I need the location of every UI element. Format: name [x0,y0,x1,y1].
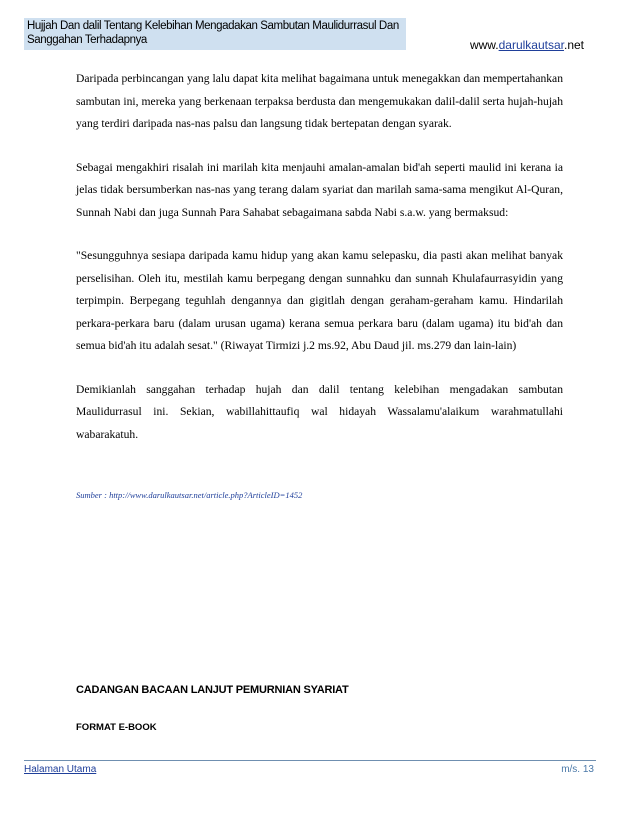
website-suffix: .net [563,38,584,52]
document-title-line-1: Hujjah Dan dalil Tentang Kelebihan Mengadakan Sambutan Maulidurrasul Dan [27,20,399,32]
source-url-link[interactable]: http://www.darulkautsar.net/article.php?ArticleID=1452 [109,490,303,500]
website-prefix: www. [469,38,499,52]
article-body [76,68,563,507]
paragraph-closing: Demikianlah sanggahan terhadap hujah dan dalil tentang kelebihan mengadakan sambutan Maulidurrasul ini. Sekian, wabillahittaufiq wal hidayah Wassalamu'alaikum warahmatullahi wabarakatuh. [76,382,563,441]
source-label: Sumber : [76,490,110,500]
paragraph-hadith-quote: "Sesungguhnya sesiapa daripada kamu hidup yang akan kamu selepasku, dia pasti akan melihat banyak perselisihan. Oleh itu, mestilah kamu berpegang dengan sunnahku dan sunnah Khulafaurrasyidin yang terpimpin. Berpegang teguhlah dengannya dan gigitlah dengan geraham-geraham kamu. Hindarilah perkara-perkara baru (dalam urusan ugama) kerana semua perkara baru (dalam ugama) itu bid'ah dan semua bid'ah itu adalah sesat." (Riwayat Tirmizi j.2 ms.92, Abu Daud jil. ms.279 dan lain-lain) [76,249,563,352]
paragraph-conclusion: Sebagai mengakhiri risalah ini marilah kita menjauhi amalan-amalan bid'ah seperti maulid ini kerana ia jelas tidak bersumberkan nas-nas yang terang dalam syariat dan marilah sama-sama mengikut Al-Quran, Sunnah Nabi dan juga Sunnah Para Sahabat sebagaimana sabda Nabi s.a.w. yang bermaksud: [76,160,563,219]
section-heading: CADANGAN BACAAN LANJUT PEMURNIAN SYARIAT [76,684,349,696]
page-number: m/s. 13 [561,764,594,775]
home-page-link[interactable]: Halaman Utama [24,764,97,775]
document-title-line-2: Sanggahan Terhadapnya [27,34,147,46]
document-title [24,18,406,50]
footer-divider [24,760,596,761]
website-link[interactable]: darulkautsar [498,38,564,52]
source-citation [76,484,563,507]
paragraph-discussion: Daripada perbincangan yang lalu dapat kita melihat bagaimana untuk menegakkan dan mempertahankan sambutan ini, mereka yang berkenaan terpaksa berdusta dan mengemukakan dalil-dalil serta hujah-hujah yang terdiri daripada nas-nas palsu dan langsung tidak bertepatan dengan syarak. [76,72,563,130]
website-address [470,38,584,52]
section-subheading: FORMAT E-BOOK [76,722,157,733]
page-header [24,18,584,60]
